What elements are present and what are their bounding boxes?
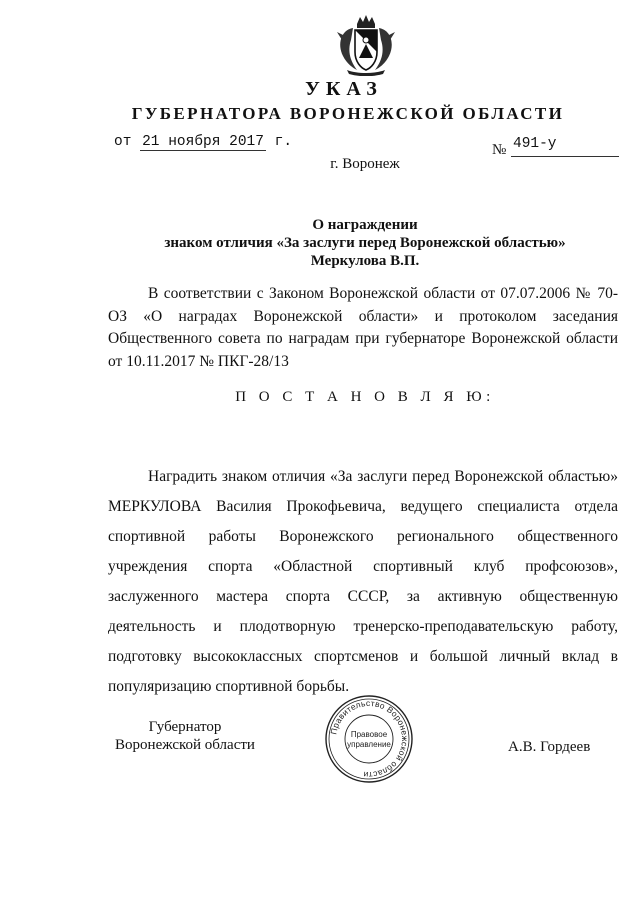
document-title: УКАЗ [305, 78, 383, 100]
signatory-name: А.В. Гордеев [508, 739, 591, 755]
seal-ring-text: Правительство Воронежской области [328, 697, 411, 781]
date-suffix: г. [274, 134, 293, 150]
number-sign: № [492, 142, 507, 158]
seal-center-line-1: Правовое [350, 730, 388, 739]
coat-of-arms-icon [333, 14, 399, 76]
document-number: 491-у [511, 136, 619, 157]
signatory-title-line-1: Губернатор [148, 719, 222, 735]
heading-line-1: О награждении [312, 217, 418, 233]
award-paragraph: Наградить знаком отличия «За заслуги перед Воронежской областью» МЕРКУЛОВА Василия Прокофьевича, ведущего специалиста отдела спортивной работы Воронежского регионального общественного учреждения спорта «Областной спортивный клуб профсоюзов», заслуженного мастера спорта СССР, за активную общественную деятельность и плодотворную тренерско-преподавательскую работу, подготовку высококлассных спортсменов и большой личный вклад в популяризацию спортивной борьбы. [108, 468, 618, 695]
heading-line-2: знаком отличия «За заслуги перед Воронежской областью» [164, 235, 566, 251]
seal-center-line-2: управление [347, 740, 391, 749]
date-prefix: от [114, 134, 132, 150]
decree-word: П О С Т А Н О В Л Я Ю: [235, 389, 495, 405]
document-subtitle: ГУБЕРНАТОРА ВОРОНЕЖСКОЙ ОБЛАСТИ [131, 104, 565, 123]
date-value: 21 ноября 2017 [142, 134, 264, 150]
heading-line-3: Меркулова В.П. [310, 253, 420, 269]
document-date [114, 134, 292, 150]
preamble-paragraph: В соответствии с Законом Воронежской области от 07.07.2006 № 70-ОЗ «О наградах Воронежской области» и протоколом заседания Общественного совета по наградам при губернаторе Воронежской области от 10.11.2017 № ПКГ-28/13 [108, 285, 618, 370]
official-seal-stamp [324, 694, 414, 784]
signatory-title-line-2: Воронежской области [115, 737, 255, 753]
document-city: г. Воронеж [330, 156, 400, 172]
svg-text:Правительство Воронежской обла [328, 698, 410, 780]
